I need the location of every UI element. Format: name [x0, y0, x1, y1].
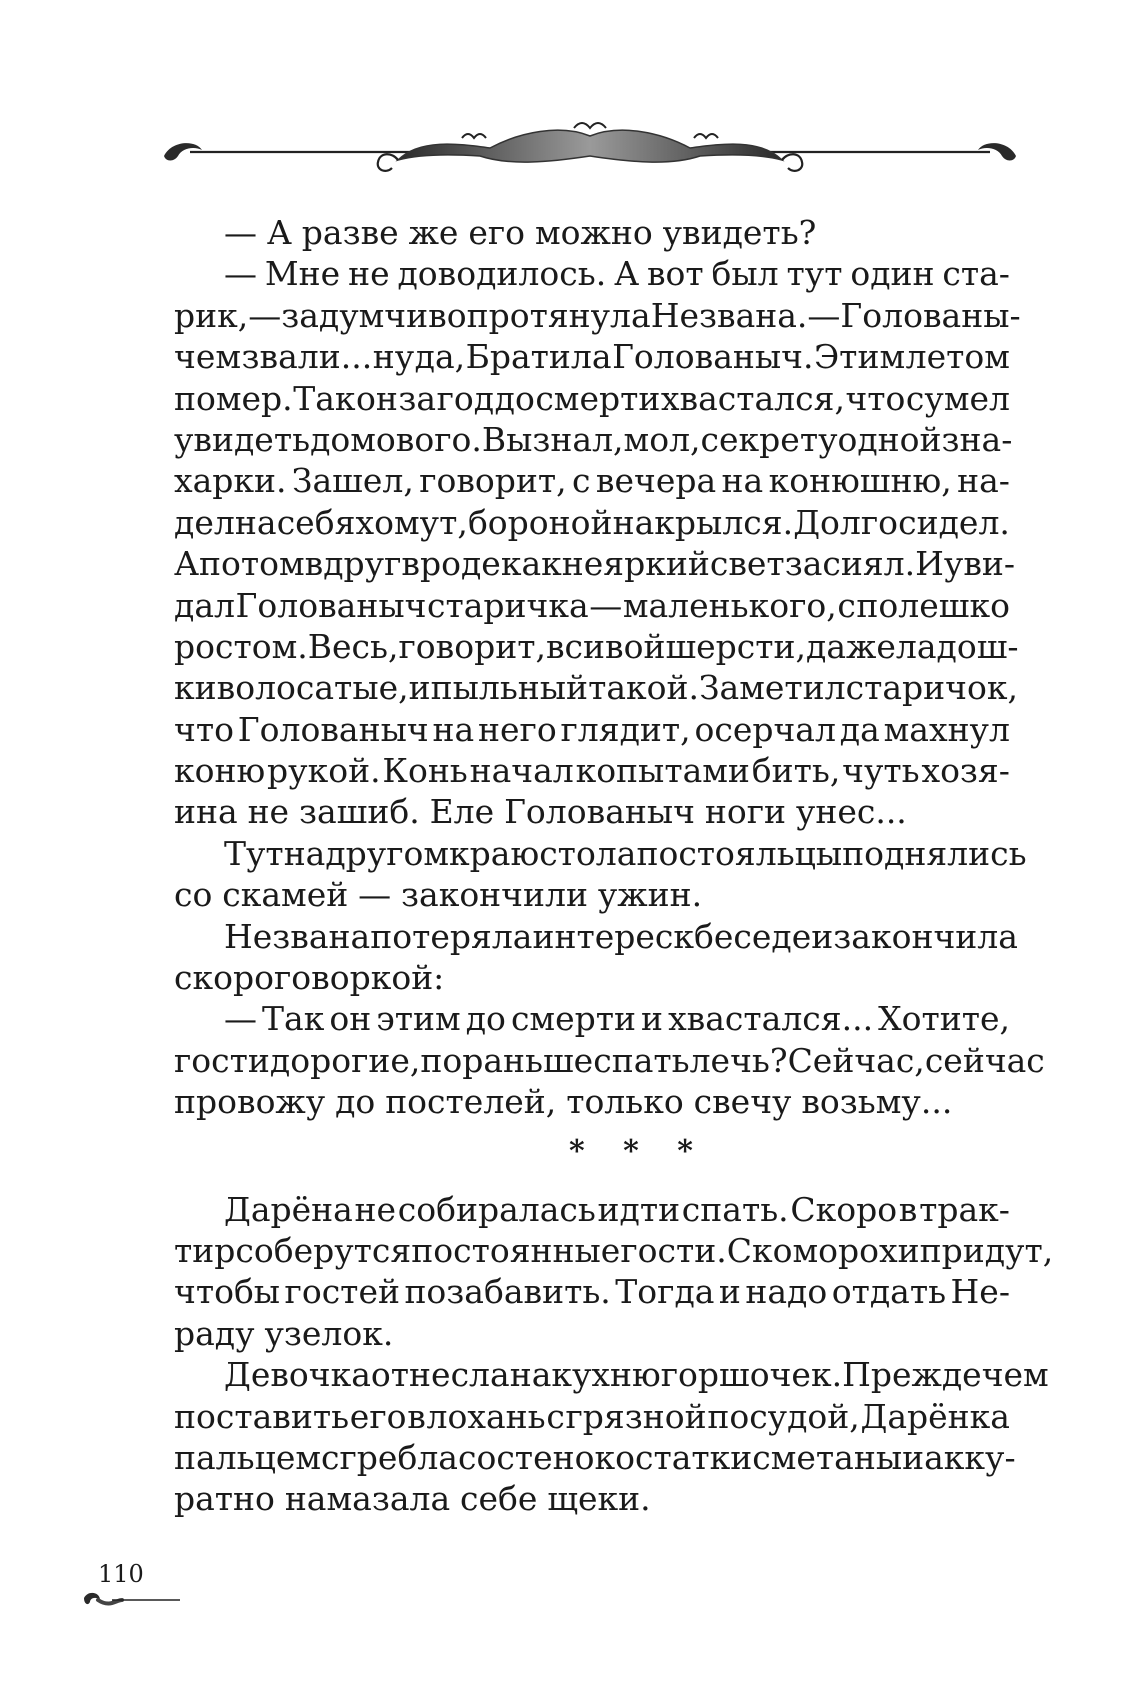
paragraph — [174, 253, 1021, 832]
text-line: — А разве же его можно увидеть? — [224, 213, 817, 252]
text-line: увидеть домового. Вызнал, мол, секрет у одной зна- — [174, 419, 1013, 459]
text-line: поставить его в лохань с грязной посудой, Дарёнка — [174, 1396, 1010, 1436]
text-line: Девочка отнесла на кухню горшочек. Прежде чем — [224, 1355, 1049, 1395]
text-line: Дарёна не собиралась идти спать. Скоро в трак- — [224, 1189, 1010, 1229]
paragraph — [174, 833, 1027, 916]
text-line: харки. Зашел, говорит, с вечера на конюшню, на- — [174, 461, 1010, 501]
text-line: чем звали... ну да, Братила Голованыч. Этим летом — [174, 337, 1010, 377]
text-line: — Мне не доводилось. А вот был тут один ста- — [224, 254, 1010, 294]
text-line: А потом вдруг вроде как неяркий свет засиял. И уви- — [174, 544, 1016, 584]
paragraph — [174, 916, 1018, 999]
text-line: ростом. Весь, говорит, в сивой шерсти, даже ладош- — [174, 626, 1019, 666]
paragraph — [174, 998, 1045, 1122]
page-text — [174, 212, 1054, 1520]
text-line: дал Голованыч старичка — маленького, с полешко — [174, 585, 1010, 625]
text-line: — Так он этим до смерти и хвастался... Хотите, — [224, 999, 1010, 1039]
text-line: Незвана потеряла интерес к беседе и закончила — [224, 916, 1018, 956]
text-line: провожу до постелей, только свечу возьму... — [174, 1082, 953, 1122]
text-section-before — [174, 212, 1045, 1123]
text-line: со скамей — закончили ужин. — [174, 875, 703, 915]
bottom-ornament-icon — [82, 1588, 182, 1612]
text-line: ки волосатые, и пыльный такой. Заметил старичок, — [174, 668, 1018, 708]
text-line: дел на себя хомут, бороной накрылся. Долго сидел. — [174, 502, 1010, 542]
text-section-after — [174, 1189, 1054, 1520]
text-line: помер. Так он за год до смерти хвастался, что сумел — [174, 378, 1010, 418]
paragraph — [174, 1189, 1054, 1355]
text-line: рик, — задумчиво протянула Незвана. — Голованы- — [174, 295, 1021, 335]
text-line: пальцем сгребла со стенок остатки сметаны и акку- — [174, 1437, 1016, 1477]
text-line: скороговоркой: — [174, 958, 445, 998]
section-separator: * * * — [569, 1133, 707, 1169]
paragraph — [174, 1354, 1049, 1520]
page-number: 110 — [98, 1560, 144, 1588]
text-line: раду узелок. — [174, 1313, 394, 1353]
text-line: коню рукой. Конь начал копытами бить, чуть хозя- — [174, 751, 1010, 791]
text-line: тир соберутся постоянные гости. Скоморохи придут, — [174, 1230, 1054, 1270]
text-line: что Голованыч на него глядит, осерчал да махнул — [174, 709, 1010, 749]
text-line: ратно намазала себе щеки. — [174, 1479, 651, 1519]
text-line: чтобы гостей позабавить. Тогда и надо отдать Не- — [174, 1272, 1010, 1312]
paragraph — [174, 212, 1010, 253]
text-line: Тут на другом краю стола постояльцы поднялись — [224, 833, 1027, 873]
top-ornament-icon — [160, 120, 1020, 190]
text-line: ина не зашиб. Еле Голованыч ноги унес... — [174, 792, 907, 832]
text-line: гости дорогие, пораньше спать лечь? Сейчас, сейчас — [174, 1040, 1045, 1080]
